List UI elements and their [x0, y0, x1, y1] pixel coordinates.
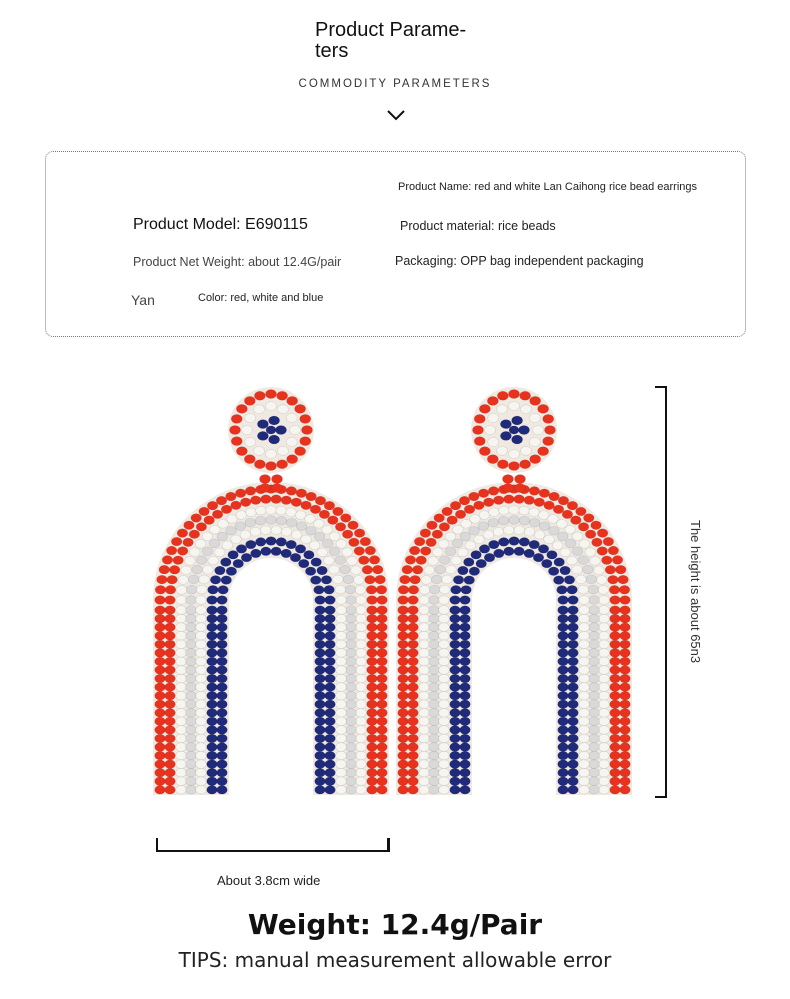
tips-text: TIPS: manual measurement allowable error: [178, 948, 612, 972]
product-net-weight: Product Net Weight: about 12.4G/pair: [133, 255, 342, 269]
chevron-down-icon: [386, 108, 406, 122]
product-color: Color: red, white and blue: [198, 292, 324, 304]
height-label: The height is about 65n3: [688, 520, 703, 664]
width-dimension-bracket: [156, 838, 390, 852]
width-label: About 3.8cm wide: [217, 873, 321, 888]
page-subtitle: COMMODITY PARAMETERS: [298, 78, 492, 90]
page-title: Product Parame-ters: [315, 19, 467, 62]
parameters-panel: [45, 151, 746, 337]
earrings-product-image: [150, 385, 640, 805]
product-packaging: Packaging: OPP bag independent packaging: [395, 254, 644, 268]
product-material: Product material: rice beads: [400, 219, 556, 233]
height-dimension-bracket: [655, 386, 667, 798]
yan-label: Yan: [131, 292, 155, 308]
product-name: Product Name: red and white Lan Caihong rice bead earrings: [398, 181, 698, 193]
product-model: Product Model: E690115: [133, 216, 308, 233]
weight-heading: Weight: 12.4g/Pair: [247, 908, 543, 941]
